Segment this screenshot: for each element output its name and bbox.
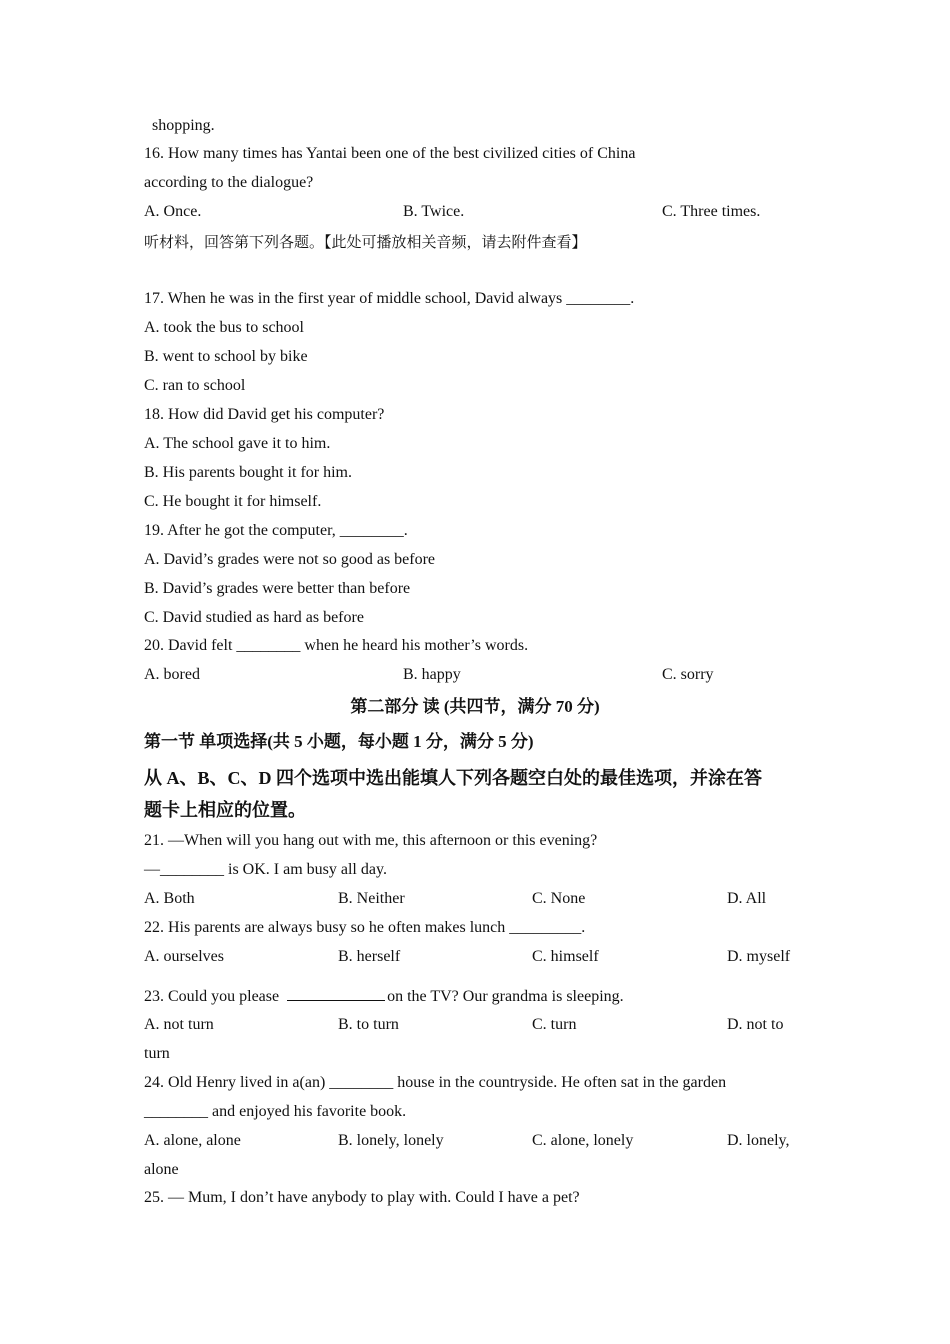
option-22-d: D. myself — [727, 948, 791, 965]
question-16: 16. How many times has Yantai been one of the best civilized cities of China — [144, 145, 636, 162]
option-21-a: A. Both — [144, 890, 195, 907]
option-20-c: C. sorry — [662, 666, 714, 683]
question-19: 19. After he got the computer, ________. — [144, 522, 408, 539]
question-21: 21. —When will you hang out with me, this afternoon or this evening? — [144, 832, 598, 849]
option-18-c: C. He bought it for himself. — [144, 493, 322, 510]
question-20: 20. David felt ________ when he heard his mother’s words. — [144, 637, 529, 654]
option-21-c: C. None — [532, 890, 586, 907]
option-18-b: B. His parents bought it for him. — [144, 464, 352, 481]
option-22-c: C. himself — [532, 948, 599, 965]
section-one-heading: 第一节 单项选择(共 5 小题，每小题 1 分，满分 5 分) — [144, 732, 534, 751]
option-24-b: B. lonely, lonely — [338, 1132, 444, 1149]
option-23-d-wrap: turn — [144, 1045, 170, 1062]
option-24-a: A. alone, alone — [144, 1132, 241, 1149]
option-22-a: A. ourselves — [144, 948, 224, 965]
option-19-a: A. David’s grades were not so good as before — [144, 551, 436, 568]
option-23-a: A. not turn — [144, 1016, 214, 1033]
option-23-b: B. to turn — [338, 1016, 399, 1033]
option-20-b: B. happy — [403, 666, 461, 683]
audio-note: 听材料，回答第下列各题。【此处可播放相关音频，请去附件查看】 — [144, 233, 587, 251]
option-24-d-wrap: alone — [144, 1161, 179, 1178]
question-23-start: 23. Could you please — [144, 988, 280, 1005]
option-19-b: B. David’s grades were better than before — [144, 580, 411, 597]
question-22: 22. His parents are always busy so he often makes lunch _________. — [144, 919, 586, 936]
text-line: shopping. — [152, 117, 215, 134]
instructions-line-2: 题卡上相应的位置。 — [144, 800, 306, 820]
option-24-c: C. alone, lonely — [532, 1132, 634, 1149]
answer-blank — [287, 986, 385, 1001]
question-21-reply: —________ is OK. I am busy all day. — [144, 861, 387, 878]
option-19-c: C. David studied as hard as before — [144, 609, 364, 626]
option-17-b: B. went to school by bike — [144, 348, 308, 365]
question-25: 25. — Mum, I don’t have anybody to play with. Could I have a pet? — [144, 1189, 580, 1206]
option-17-a: A. took the bus to school — [144, 319, 304, 336]
question-24-cont: ________ and enjoyed his favorite book. — [144, 1103, 407, 1120]
option-16-a: A. Once. — [144, 203, 202, 220]
option-16-c: C. Three times. — [662, 203, 761, 220]
question-23-end: on the TV? Our grandma is sleeping. — [387, 988, 624, 1005]
option-17-c: C. ran to school — [144, 377, 246, 394]
option-16-b: B. Twice. — [403, 203, 465, 220]
option-18-a: A. The school gave it to him. — [144, 435, 331, 452]
question-23 — [144, 986, 624, 1007]
question-17: 17. When he was in the first year of middle school, David always ________. — [144, 290, 635, 307]
option-24-d: D. lonely, — [727, 1132, 790, 1149]
option-20-a: A. bored — [144, 666, 200, 683]
instructions-line-1: 从 A、B、C、D 四个选项中选出能填人下列各题空白处的最佳选项，并涂在答 — [144, 768, 762, 788]
option-22-b: B. herself — [338, 948, 401, 965]
option-21-d: D. All — [727, 890, 767, 907]
part-two-heading: 第二部分 读 (共四节，满分 70 分) — [350, 697, 600, 716]
option-23-d: D. not to — [727, 1016, 784, 1033]
question-24: 24. Old Henry lived in a(an) ________ house in the countryside. He often sat in the garden — [144, 1074, 727, 1091]
question-16-cont: according to the dialogue? — [144, 174, 314, 191]
question-18: 18. How did David get his computer? — [144, 406, 385, 423]
option-21-b: B. Neither — [338, 890, 405, 907]
option-23-c: C. turn — [532, 1016, 577, 1033]
